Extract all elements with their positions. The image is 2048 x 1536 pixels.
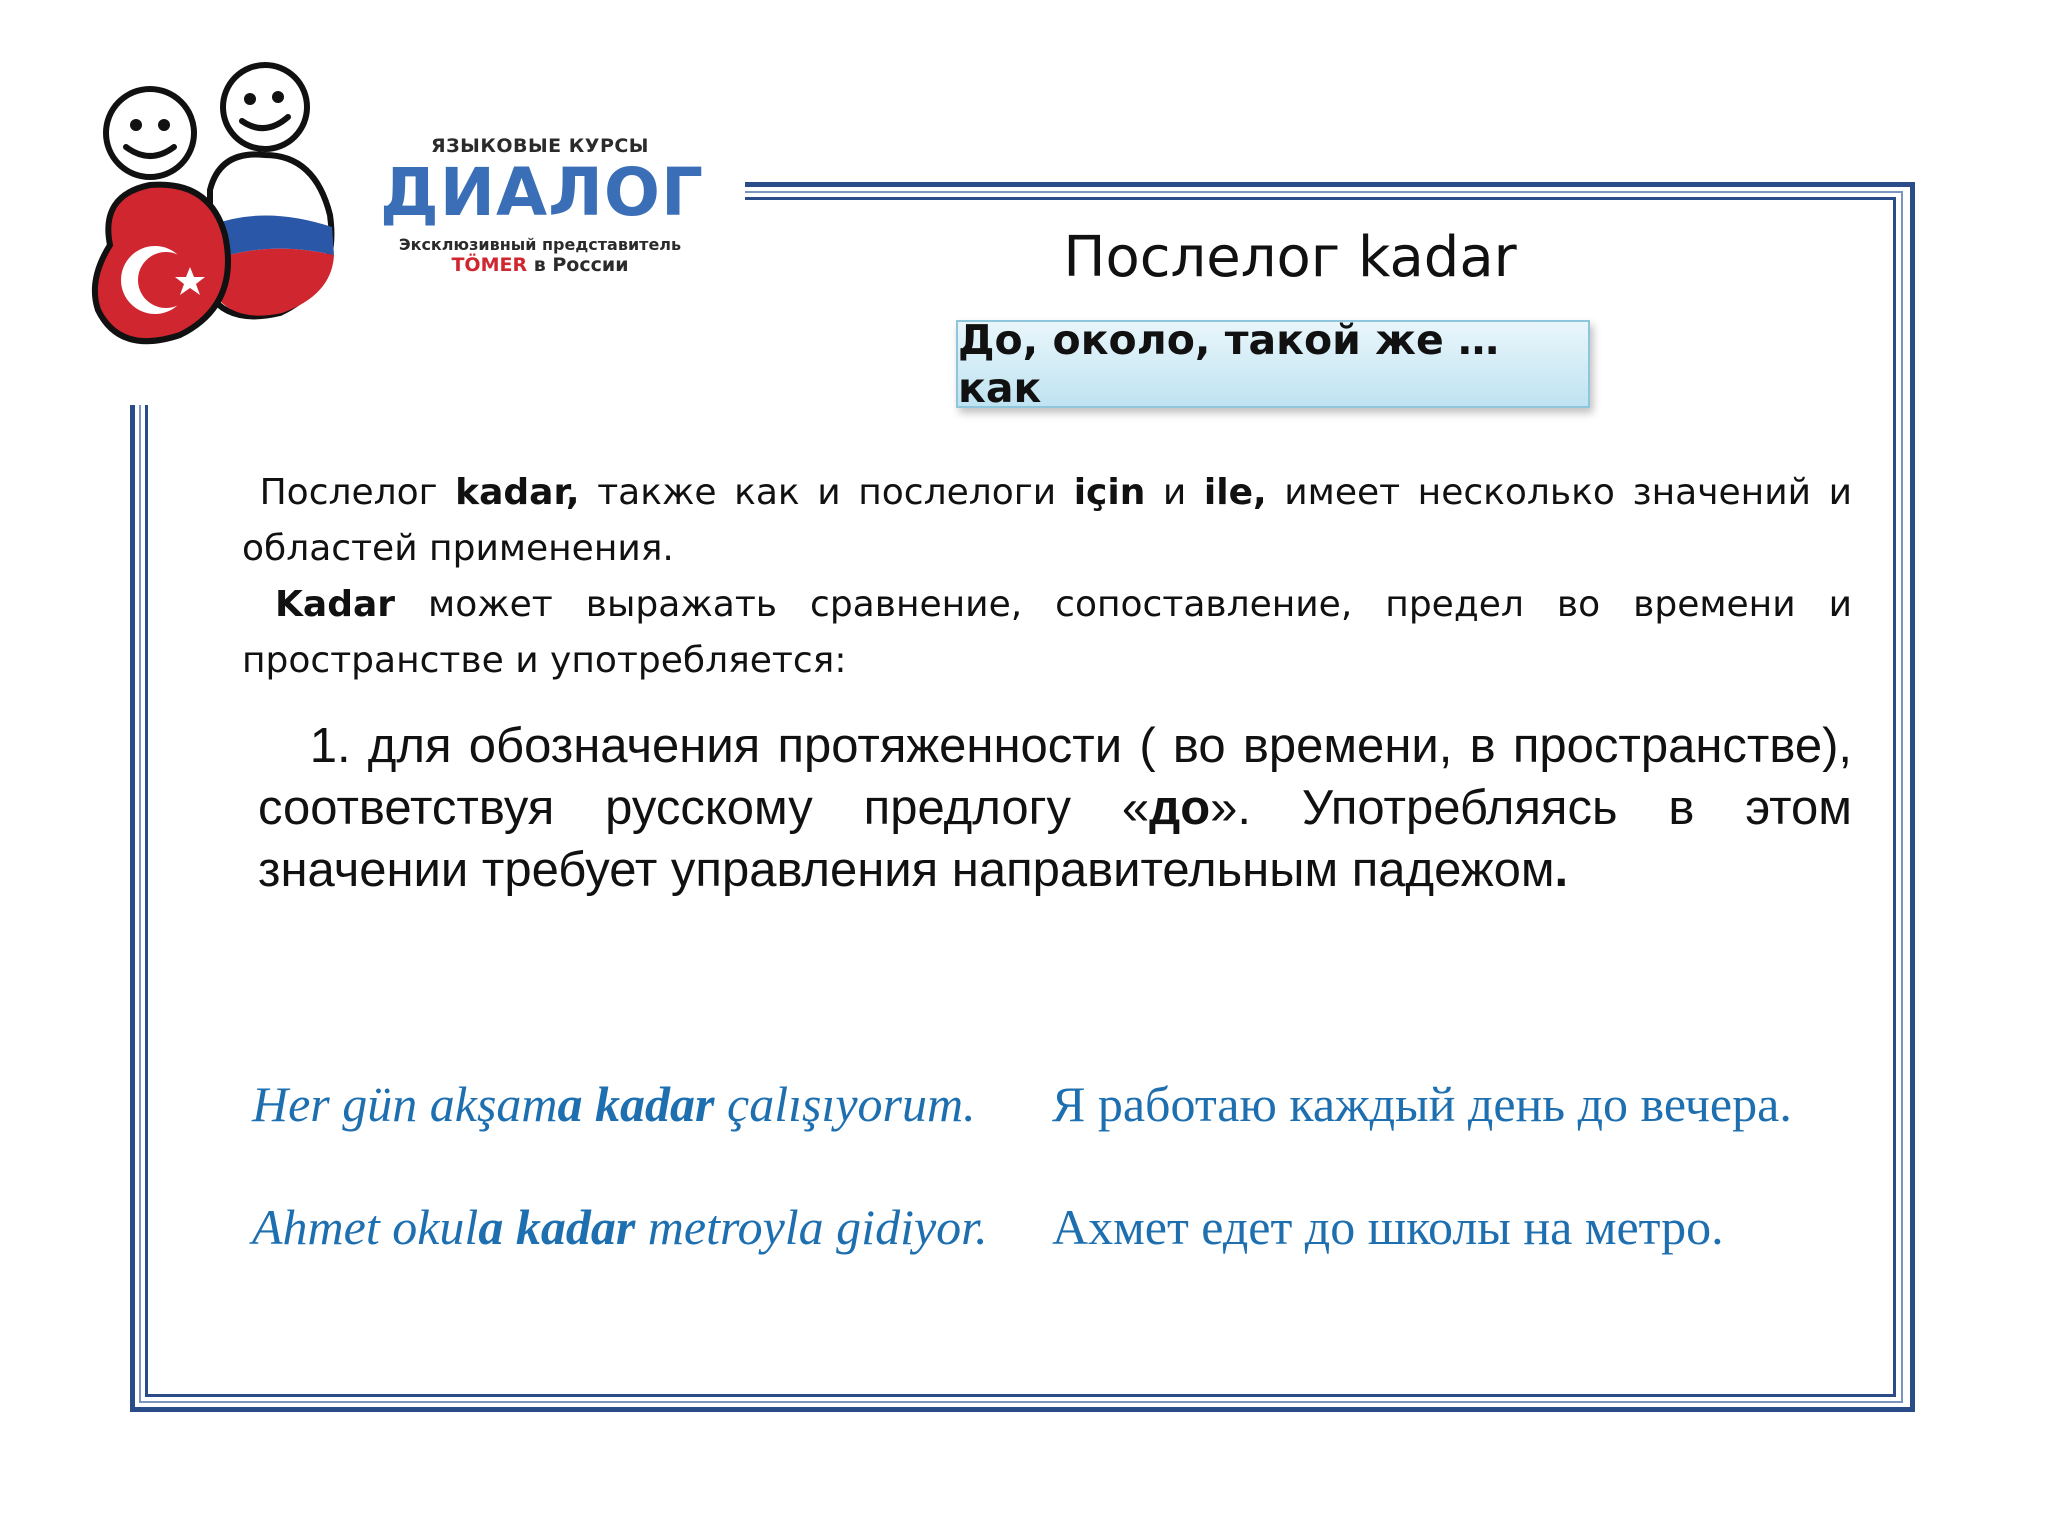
page-title: Послелог kadar [1063,225,1517,290]
intro-p1-ile: ile, [1203,472,1267,513]
subtitle-box [956,316,1590,412]
intro-text [242,465,1852,689]
intro-paragraph-1 [242,465,1852,577]
intro-p1-d: имеет несколько значений и областей применения. [242,472,1852,569]
intro-p1-icin: için [1073,472,1146,513]
frame-right-inner [1901,191,1903,1403]
example-2 [252,1198,988,1256]
example-1-russian: Я работаю каждый день до вечера. [1052,1076,1792,1132]
frame-bottom-inner [139,1401,1903,1403]
intro-p2-kadar: Kadar [275,584,396,625]
point-text-a: для обозначения протяженности ( во времени, в пространстве), соответствуя русскому предлогу « [258,719,1852,835]
logo-text [380,135,705,276]
frame-left-inner2 [145,405,148,1397]
intro-p2-rest: может выражать сравнение, сопоставление, предел во времени и пространстве и употребляется: [242,584,1852,681]
logo-russia: в России [533,254,629,276]
subtitle: До, около, такой же … как [958,316,1500,412]
frame-top-inner [745,191,1903,193]
example-1-turkish [252,1076,976,1132]
logo-brand-name: ДИАЛОГ [380,154,705,231]
dialog-logo-icon [60,55,360,355]
logo-courses-label: ЯЗЫКОВЫЕ КУРСЫ [431,135,649,157]
intro-p1-b: также как и послелоги [579,472,1074,513]
logo-tomer-line [380,254,700,276]
example-1 [252,1075,976,1133]
example-1-tr-b: a kadar [557,1076,715,1132]
intro-p1-a: Послелог [259,472,456,513]
point-text-b: ». Употребляясь в этом значении требует управления направительным падежом [258,781,1852,897]
frame-right-inner2 [1893,197,1896,1397]
frame-top-inner2 [745,197,1895,200]
example-2-turkish [252,1199,988,1255]
frame-bottom-outer [130,1407,1915,1412]
intro-p1-kadar: kadar, [455,472,580,513]
frame-left-inner [139,405,141,1403]
intro-paragraph-2 [242,577,1852,689]
example-1-tr-c: çalışıyorum. [714,1076,976,1132]
point-1 [258,715,1852,901]
example-2-tr-c: metroyla gidiyor. [635,1199,988,1255]
example-2-russian: Ахмет едет до школы на метро. [1052,1199,1724,1255]
logo-tomer: TÖMER [451,254,528,276]
frame-left-outer [130,405,135,1412]
frame-right-outer [1910,182,1915,1412]
example-2-tr-a: Ahmet okul [252,1199,479,1255]
intro-p1-c: и [1145,472,1204,513]
point-text-end: . [1554,843,1569,897]
point-text-do: до [1149,781,1211,835]
example-2-tr-b: a kadar [478,1199,636,1255]
example-1-tr-a: Her gün akşam [252,1076,558,1132]
frame-bottom-inner2 [145,1394,1896,1397]
frame-top-outer [745,182,1915,187]
logo-exclusive-label: Эксклюзивный представитель [398,235,682,254]
point-number: 1. [309,719,351,773]
